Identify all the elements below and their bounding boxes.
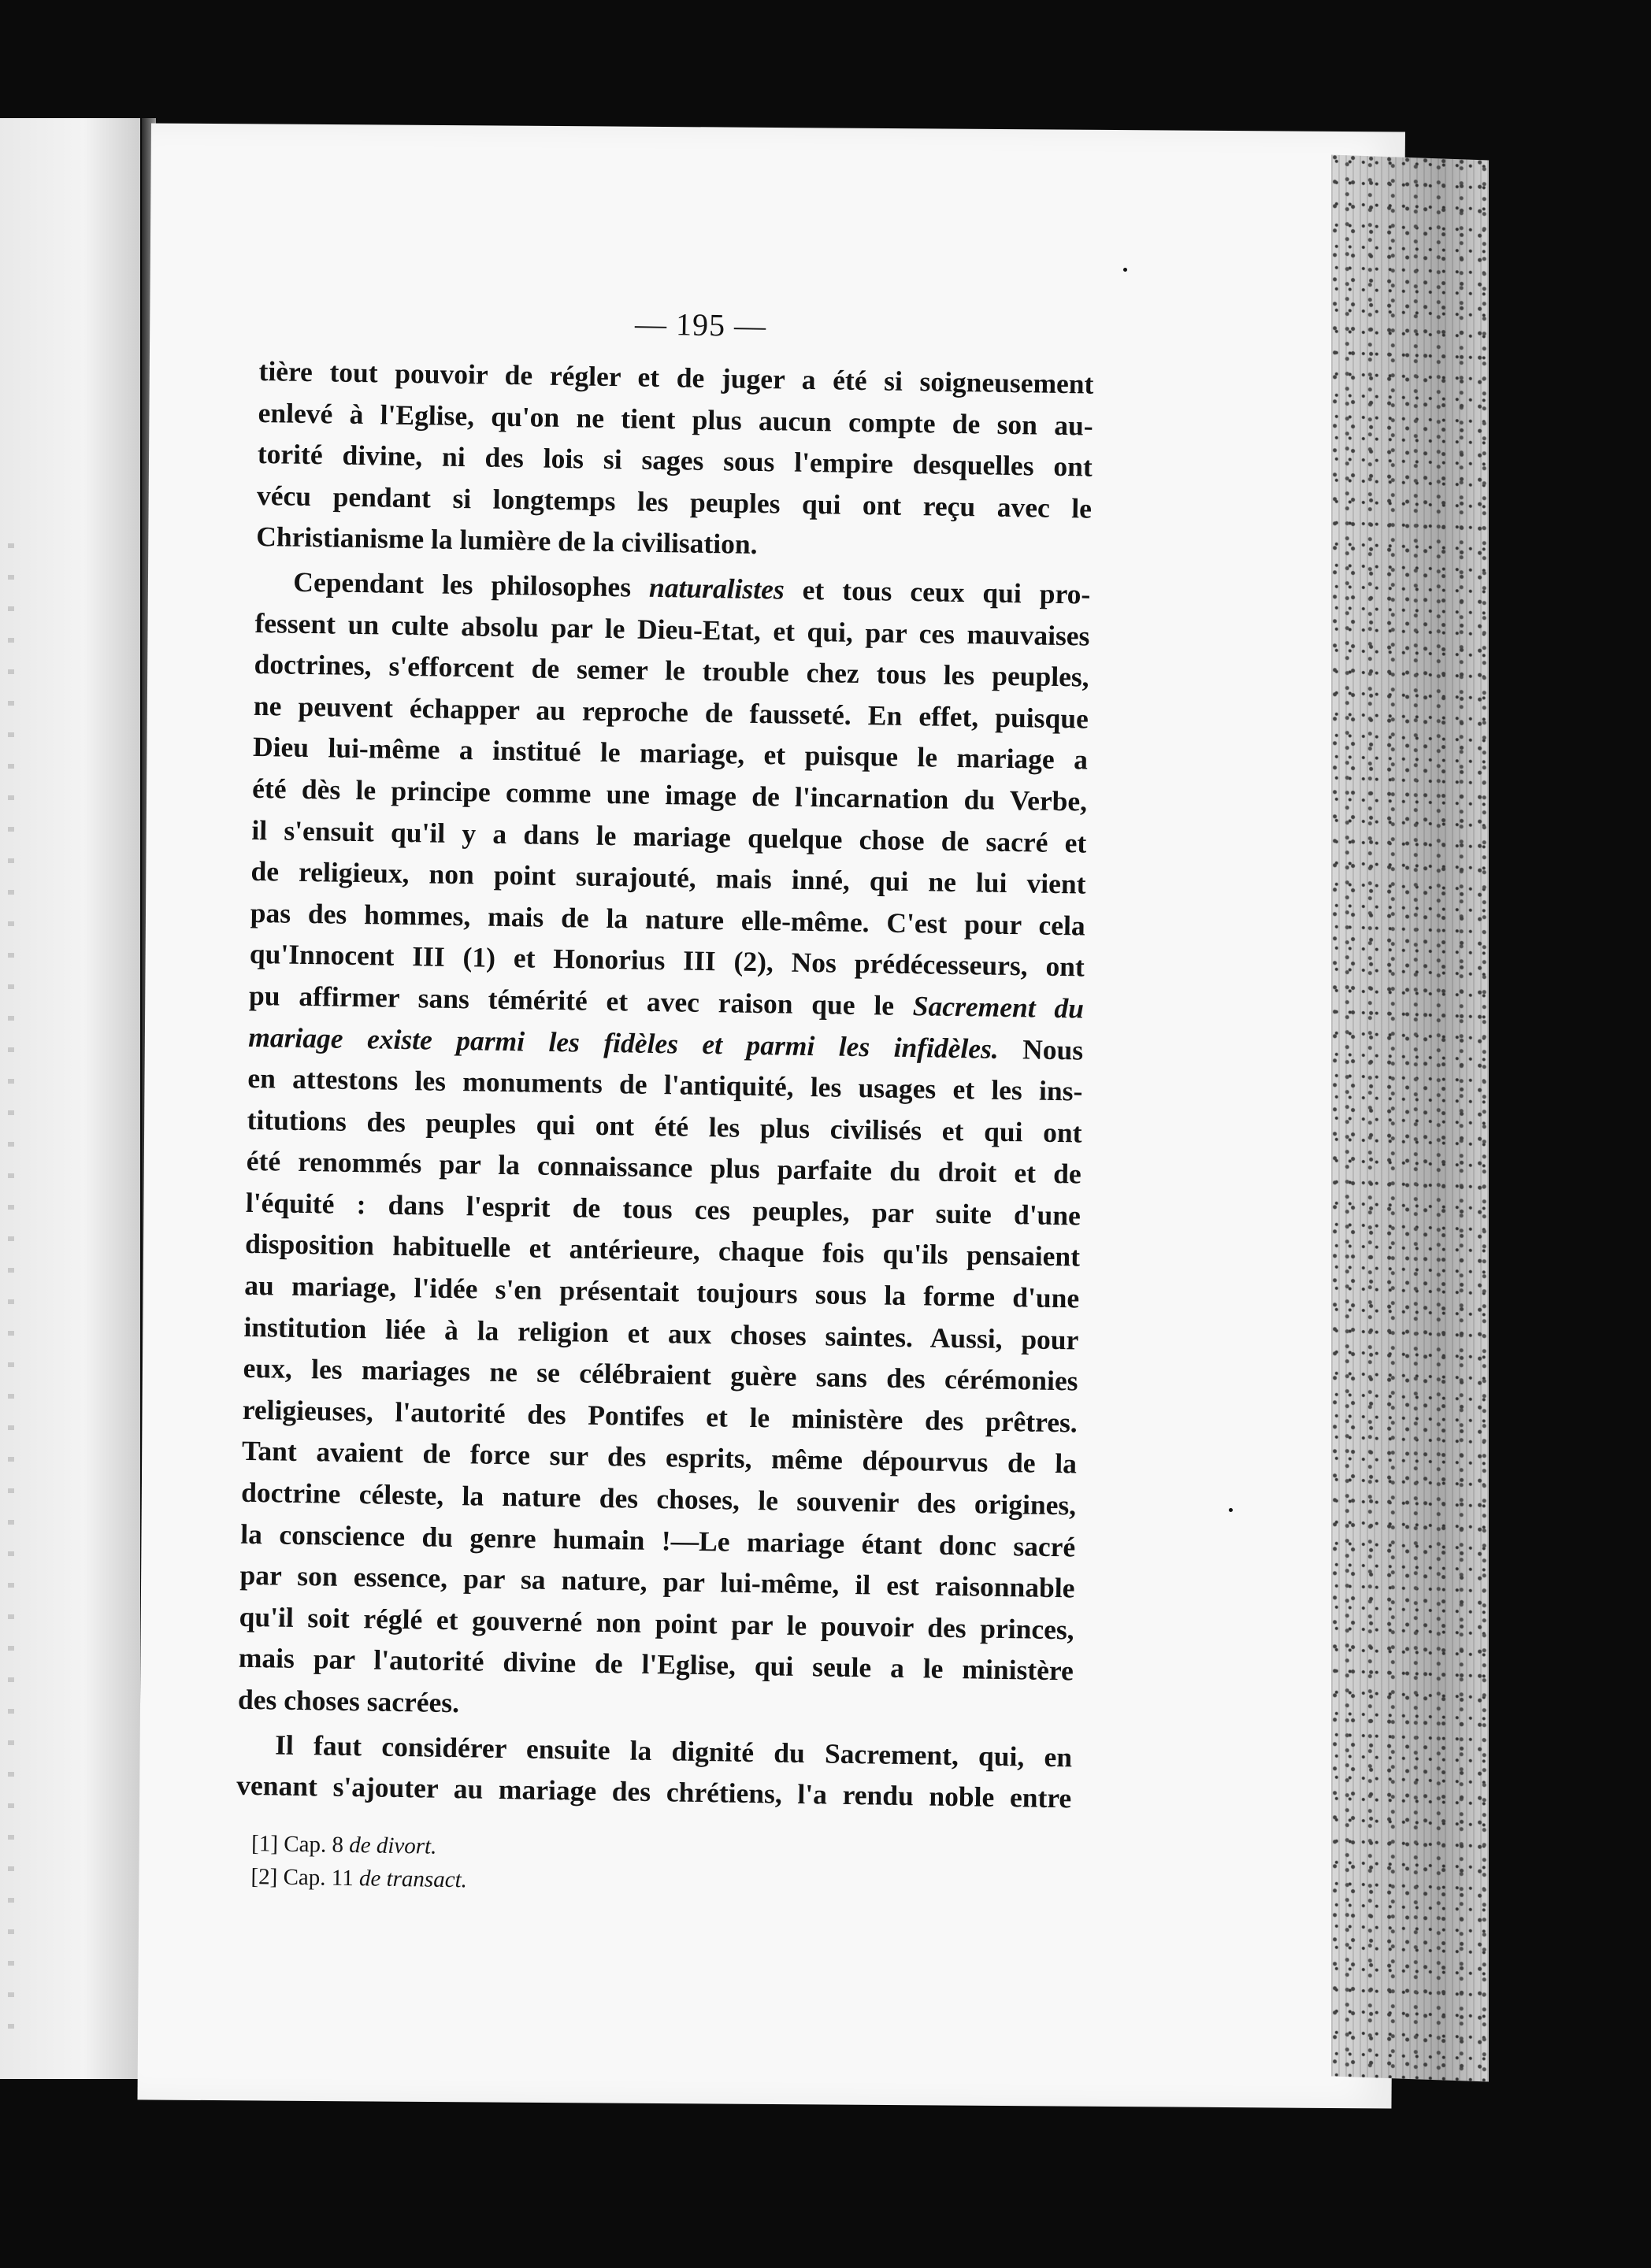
text-line: religieuses, l'autorité des Pontifes et le ministère des prêtres. [242, 1393, 1078, 1439]
text-line: pas des hommes, mais de la nature elle-même. C'est pour cela [250, 896, 1085, 942]
text-line: disposition habituelle et antérieure, chaque fois qu'ils pensaient [244, 1228, 1081, 1273]
text-line: qu'il soit réglé et gouverné non point par le pouvoir des princes, [239, 1600, 1074, 1646]
text-line: en attestons les monuments de l'antiquité, les usages et les ins- [247, 1062, 1083, 1107]
footnote-ref: Cap. 11 [283, 1864, 354, 1891]
footnote-title: de divort. [348, 1832, 437, 1859]
text-line: enlevé à l'Eglise, qu'on ne tient plus aucun compte de son au- [258, 396, 1093, 442]
page-number: — 195 — [634, 306, 767, 344]
text-line: torité divine, ni des lois si sages sous l'empire desquelles ont [257, 438, 1093, 483]
footnote-mark: [1] [250, 1830, 279, 1857]
previous-page-edge [0, 118, 140, 2079]
text-line: qu'Innocent III (1) et Honorius III (2), Nos prédécesseurs, ont [249, 938, 1085, 983]
text-line: mais par l'autorité divine de l'Eglise, qui seule a le ministère [238, 1642, 1074, 1687]
text-line: titutions des peuples qui ont été les plus civilisés et qui ont [247, 1103, 1082, 1149]
text-line: vécu pendant si longtemps les peuples qui ont reçu avec le [256, 479, 1093, 524]
text-line: doctrine céleste, la nature des choses, le souvenir des origines, [240, 1476, 1077, 1521]
book-fore-edge [1331, 155, 1489, 2082]
text-block [235, 299, 1095, 1906]
text-line: fessent un culte absolu par le Dieu-Etat, et qui, par ces mauvaises [254, 606, 1090, 652]
text-line: été dès le principe comme une image de l'incarnation du Verbe, [251, 772, 1088, 817]
text-line: Tant avaient de force sur des esprits, même dépourvus de la [241, 1435, 1078, 1480]
text-line: Christianisme la lumière de la civilisation. [255, 521, 758, 561]
paragraph-2 [238, 561, 1091, 1733]
footnote-mark: [2] [250, 1863, 278, 1890]
paragraph-1 [256, 350, 1094, 571]
text-line: par son essence, par sa nature, par lui-même, il est raisonnable [239, 1559, 1075, 1604]
italic-phrase: Sacrement du [912, 990, 1085, 1025]
text-line: des choses sacrées. [237, 1683, 460, 1719]
text-line: été renommés par la connaissance plus parfaite du droit et de [246, 1145, 1081, 1190]
text-line: de religieux, non point surajouté, mais inné, qui ne lui vient [250, 855, 1086, 900]
text-line: il s'ensuit qu'il y a dans le mariage quelque chose de sacré et [251, 813, 1087, 859]
footnotes [235, 1827, 1070, 1907]
margin-speck [1123, 268, 1127, 272]
footnote-title: de transact. [358, 1866, 468, 1893]
text-line: l'équité : dans l'esprit de tous ces peuples, par suite d'une [245, 1186, 1081, 1232]
text-line: ne peuvent échapper au reproche de fausseté. En effet, puisque [253, 689, 1089, 735]
text-run: Nous [998, 1032, 1084, 1066]
text-line: tière tout pouvoir de régler et de juger a été si soigneusement [258, 354, 1094, 400]
italic-phrase: mariage existe parmi les fidèles et parmi les infidèles. [247, 1021, 1000, 1065]
text-line: institution liée à la religion et aux choses saintes. Aussi, pour [243, 1310, 1079, 1356]
previous-page-marks [8, 543, 14, 2040]
italic-term: naturalistes [648, 571, 785, 606]
margin-speck [1229, 1508, 1233, 1512]
text-run: Cependant les philosophes [293, 565, 650, 603]
text-line: au mariage, l'idée s'en présentait toujours sous la forme d'une [244, 1269, 1080, 1314]
text-line: Dieu lui-même a institué le mariage, et puisque le mariage a [252, 731, 1089, 776]
text-line: eux, les mariages ne se célébraient guère sans des cérémonies [243, 1352, 1078, 1397]
text-run: et tous ceux qui pro- [784, 573, 1091, 610]
text-line: doctrines, s'efforcent de semer le trouble chez tous les peuples, [254, 648, 1089, 693]
text-line: Il faut considérer ensuite la dignité du Sacrement, qui, en [274, 1729, 1073, 1773]
text-line: la conscience du genre humain !—Le mariage étant donc sacré [240, 1518, 1076, 1563]
footnote-ref: Cap. 8 [284, 1831, 344, 1858]
paragraph-3 [236, 1723, 1073, 1819]
text-line: venant s'ajouter au mariage des chrétiens, l'a rendu noble entre [236, 1769, 1072, 1814]
text-run: pu affirmer sans témérité et avec raison que le [248, 979, 914, 1022]
